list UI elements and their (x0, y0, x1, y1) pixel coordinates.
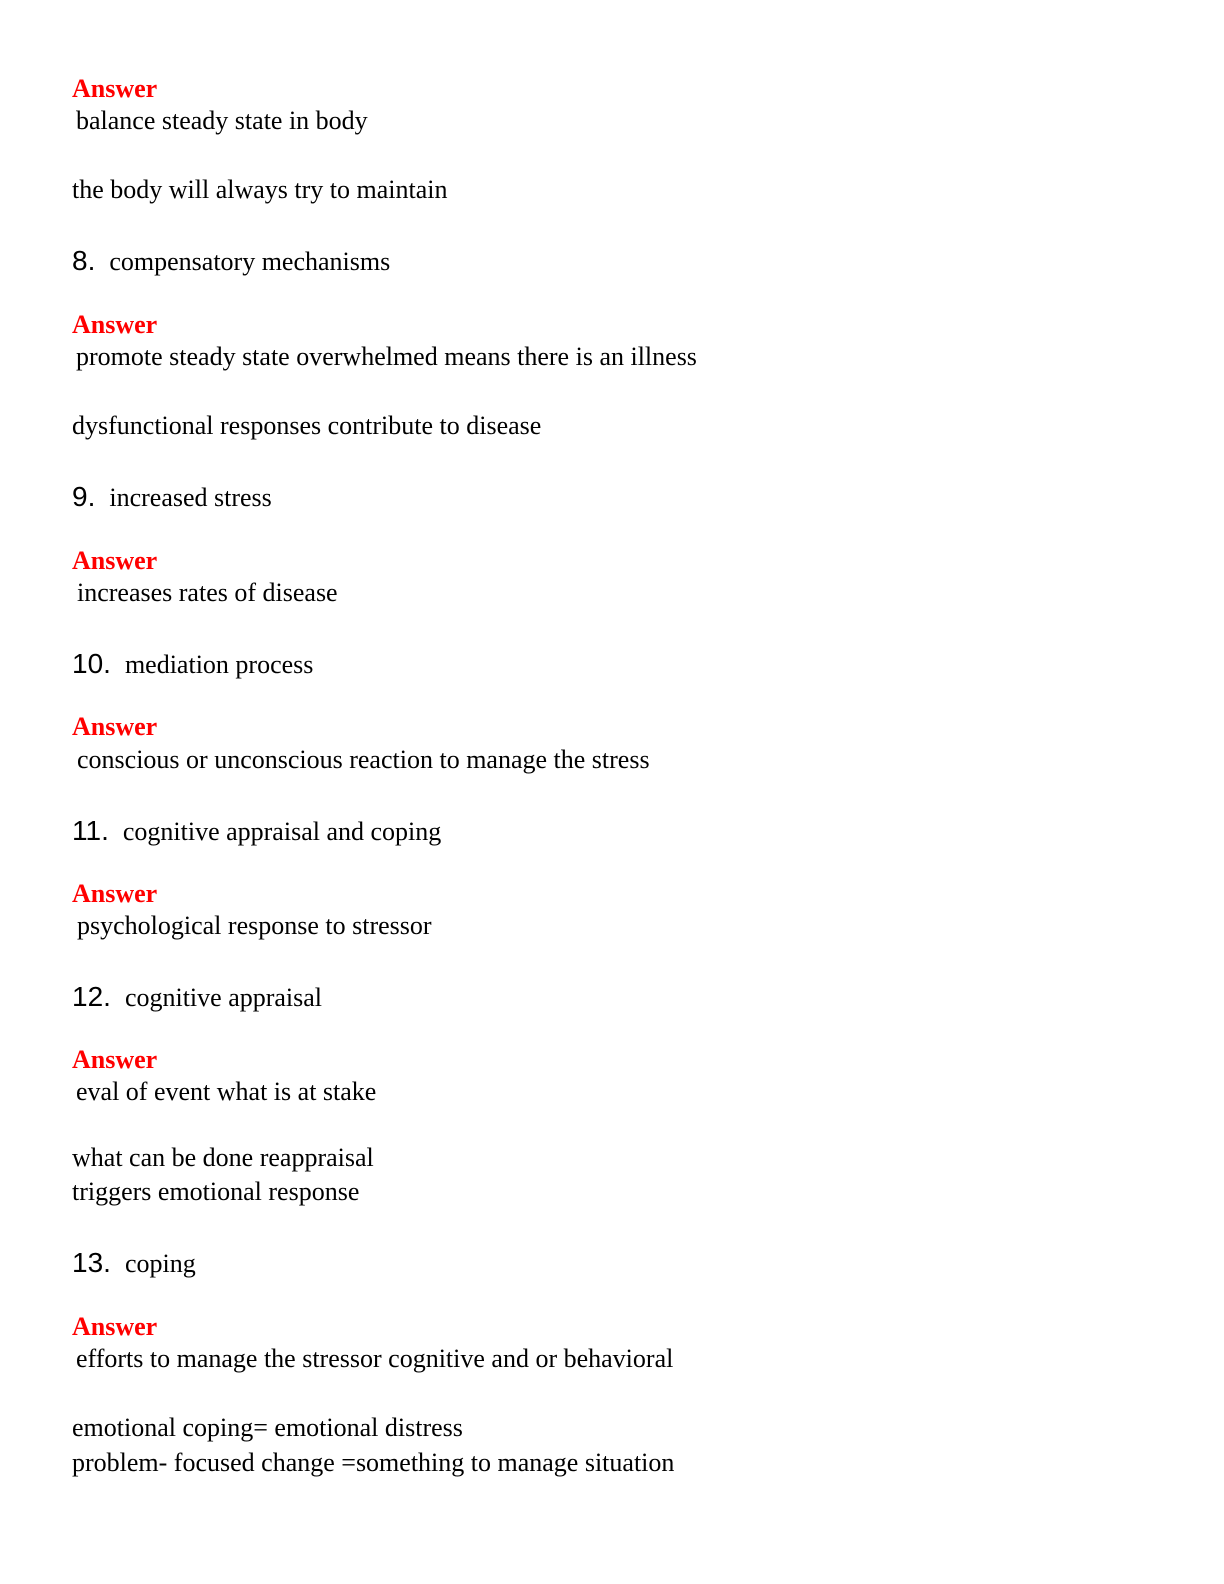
question-11 (72, 816, 441, 851)
question-number: 11. (72, 815, 109, 846)
answer-label: Answer (72, 310, 158, 339)
answer-label: Answer (72, 712, 158, 741)
answer-text: psychological response to stressor (77, 911, 432, 940)
answer-label: Answer (72, 546, 158, 575)
question-number: 10. (72, 648, 111, 679)
question-term: mediation process (124, 650, 314, 679)
answer-text: what can be done reappraisal (72, 1143, 374, 1172)
answer-text: triggers emotional response (72, 1177, 360, 1206)
question-12 (72, 982, 322, 1017)
answer-text: increases rates of disease (77, 578, 338, 607)
question-number: 8. (72, 245, 96, 276)
answer-text: the body will always try to maintain (72, 175, 448, 204)
question-10 (72, 649, 313, 684)
question-number: 12. (72, 981, 111, 1012)
question-9 (72, 482, 272, 517)
answer-text: emotional coping= emotional distress (72, 1413, 463, 1442)
question-8 (72, 246, 390, 281)
answer-label: Answer (72, 74, 158, 103)
question-term: increased stress (109, 483, 272, 512)
answer-label: Answer (72, 1045, 158, 1074)
answer-text: problem- focused change =something to manage situation (72, 1448, 675, 1477)
question-term: compensatory mechanisms (109, 247, 391, 276)
question-number: 9. (72, 481, 96, 512)
answer-text: conscious or unconscious reaction to manage the stress (77, 745, 650, 774)
question-term: coping (124, 1249, 196, 1278)
question-number: 13. (72, 1247, 111, 1278)
answer-text: balance steady state in body (76, 106, 368, 135)
question-13 (72, 1248, 196, 1283)
answer-text: efforts to manage the stressor cognitive and or behavioral (76, 1344, 674, 1373)
answer-text: eval of event what is at stake (76, 1077, 377, 1106)
answer-text: dysfunctional responses contribute to disease (72, 411, 542, 440)
question-term: cognitive appraisal and coping (122, 817, 442, 846)
answer-text: promote steady state overwhelmed means there is an illness (76, 342, 697, 371)
answer-label: Answer (72, 879, 158, 908)
answer-label: Answer (72, 1312, 158, 1341)
question-term: cognitive appraisal (124, 983, 323, 1012)
